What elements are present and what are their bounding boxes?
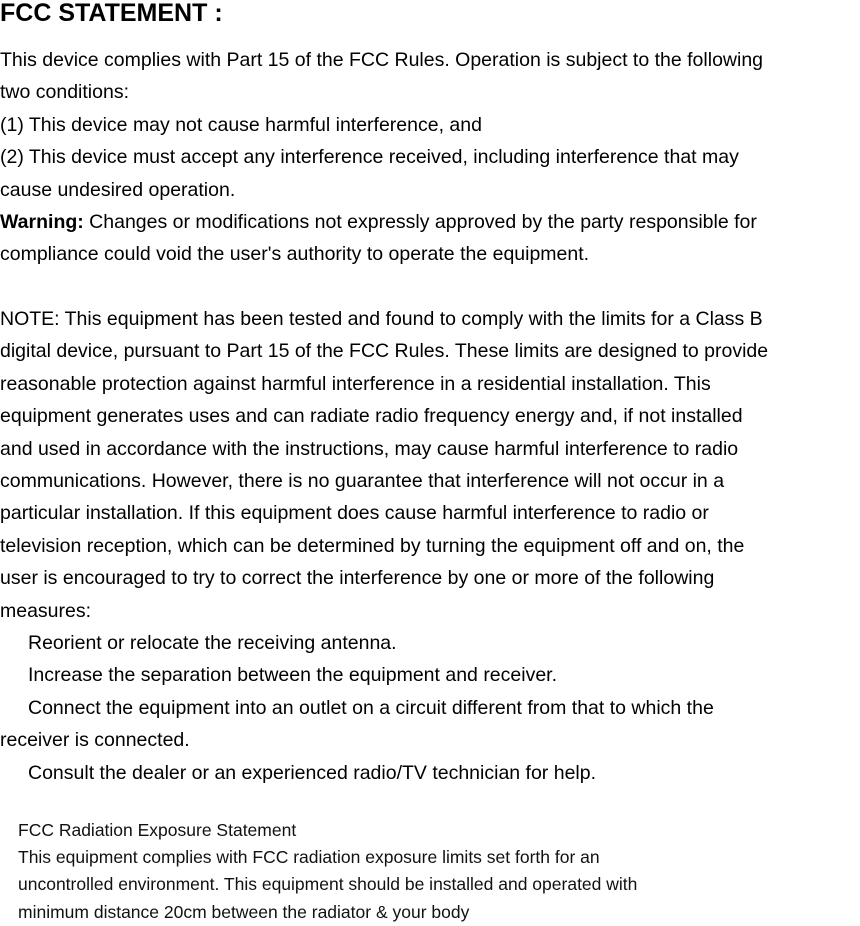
note-section	[0, 303, 768, 789]
condition-2-line: (2) This device must accept any interference received, including interference that may	[0, 146, 739, 169]
measure-item: Consult the dealer or an experienced radio/TV technician for help.	[28, 761, 597, 784]
note-line: particular installation. If this equipment does cause harmful interference to radio or	[0, 502, 709, 525]
radiation-exposure-section	[18, 817, 637, 926]
measure-item: Increase the separation between the equipment and receiver.	[28, 664, 558, 687]
warning-label: Warning:	[0, 211, 84, 234]
radiation-line: uncontrolled environment. This equipment should be installed and operated with	[18, 874, 638, 895]
note-line: reasonable protection against harmful interference in a residential installation. This	[0, 372, 711, 395]
measure-item: Connect the equipment into an outlet on a circuit different from that to which the	[28, 696, 714, 719]
intro-line: two conditions:	[0, 81, 129, 104]
warning-text: Changes or modifications not expressly approved by the party responsible for	[83, 211, 757, 234]
note-line: digital device, pursuant to Part 15 of the FCC Rules. These limits are designed to provide	[0, 340, 769, 363]
condition-2-line: cause undesired operation.	[0, 178, 236, 201]
radiation-title: FCC Radiation Exposure Statement	[18, 820, 297, 840]
note-line: equipment generates uses and can radiate radio frequency energy and, if not installed	[0, 405, 743, 428]
fcc-statement-heading: FCC STATEMENT :	[0, 0, 223, 27]
condition-1: (1) This device may not cause harmful interference, and	[0, 113, 482, 136]
note-line: communications. However, there is no guarantee that interference will not occur in a	[0, 470, 725, 493]
warning-text-line: compliance could void the user's authority to operate the equipment.	[0, 243, 590, 266]
radiation-line: This equipment complies with FCC radiation exposure limits set forth for an	[18, 847, 600, 868]
note-line: television reception, which can be determined by turning the equipment off and on, the	[0, 534, 745, 557]
note-line: measures:	[0, 599, 92, 622]
note-line: NOTE: This equipment has been tested and found to comply with the limits for a Class B	[0, 308, 763, 330]
measure-item-continuation: receiver is connected.	[0, 729, 190, 752]
warning-paragraph	[0, 206, 763, 238]
intro-section	[0, 44, 763, 271]
radiation-line: minimum distance 20cm between the radiator & your body	[18, 901, 470, 922]
note-line: and used in accordance with the instructions, may cause harmful interference to radio	[0, 437, 739, 460]
note-line: user is encouraged to try to correct the interference by one or more of the following	[0, 567, 715, 590]
measure-item: Reorient or relocate the receiving antenna.	[28, 632, 397, 655]
intro-line: This device complies with Part 15 of the FCC Rules. Operation is subject to the following	[0, 49, 764, 71]
